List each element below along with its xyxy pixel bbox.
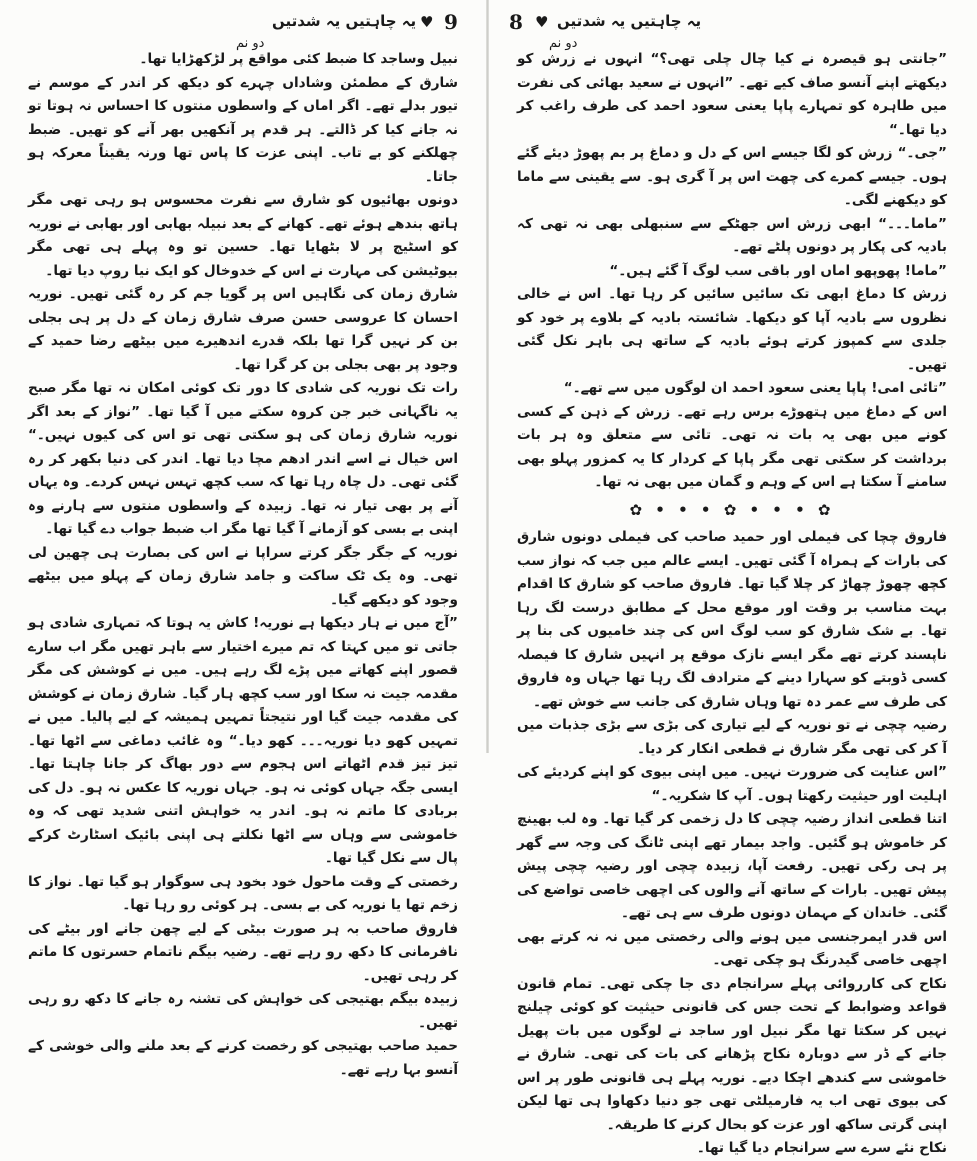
paragraph: فاروق صاحب بہ ہر صورت بیٹی کے لیے چھن جانے اور بیٹے کی نافرمانی کا دکھ رو رہے تھے۔ رضیہ بیگم ناتمام حسرتوں کا ماتم کر رہی تھیں۔	[28, 920, 458, 984]
paragraph: نکاح کی کارروائی پہلے سرانجام دی جا چکی تھی۔ تمام قانون قواعد وضوابط کے تحت جس کی قانونی حیثیت کو کوئی چیلنج نہیں کر سکتا تھا مگر نبیل اور ساجد نے لوگوں میں بات پھیل جانے کے ڈر سے دوبارہ نکاح پڑھانے کی بات کی تھی۔ شارق نے خاموشی سے کندھے اچکا دیے۔ نوریہ پہلے ہی قانونی طور پر اس کی بیوی تھی اب یہ فارمیلٹی تھی جو دنیا دکھاوا ہی تھا لیکن اپنی گرتی ساکھ اور عزت کو بحال کرنے کا طریقہ۔	[517, 975, 947, 1133]
author-name: دو نم	[236, 36, 265, 51]
paragraph: حمید صاحب بھتیجی کو رخصت کرنے کے بعد ملنے والی خوشی کے آنسو بہا رہے تھے۔	[28, 1038, 458, 1078]
paragraph: دونوں بھائیوں کو شارق سے نفرت محسوس ہو رہی تھی مگر ہاتھ بندھے ہوئے تھے۔ کھانے کے بعد نبیلہ بھابی اور بھابی نے نوریہ کو اسٹیج پر لا بٹھایا تھا۔ حسین تو وہ پہلے ہی تھی مگر بیوٹیشن کی مہارت نے اس کے خدوخال کو ایک نیا روپ دیا تھا۔	[28, 192, 458, 279]
paragraph: ”ماما۔۔۔“ ابھی زرش اس جھٹکے سے سنبھلی بھی نہ تھی کہ بادیہ کی پکار پر دونوں پلٹے تھے۔	[517, 215, 947, 255]
paragraph: رضیہ چچی نے تو نوریہ کے لیے تیاری کی بڑی سے بڑی جذبات میں آ کر کی تھی مگر شارق نے قطعی انکار کر دیا۔	[517, 717, 947, 757]
paragraph: نکاح نئے سرے سے سرانجام دیا گیا تھا۔	[696, 1140, 947, 1156]
right-page-body	[517, 48, 947, 1161]
book-title: یہ چاہتیں یہ شدتیں	[557, 12, 702, 30]
paragraph: رات تک نوریہ کی شادی کا دور تک کوئی امکان نہ تھا مگر صبح یہ ناگہانی خبر جن کروہ سکتے میں آ گیا تھا۔ ”نواز کے بعد اگر نوریہ شارق زمان کی ہو سکتی تھی تو اس کی کیوں نہیں۔“ اس خیال نے اسے اندر ادھم مچا دیا تھا۔ اندر کی دنیا بکھر کر رہ گئی تھی۔ دل چاہ رہا تھا کہ سب کچھ تہس نہس کردے۔ وہ یہاں آنے پر بھی تیار نہ تھا۔ زبیدہ کے واسطوں منتوں سے ہارنے وہ اپنی بے بسی کو آزمانے آ گیا تھا مگر اب ضبط جواب دے گیا تھا۔	[28, 380, 458, 537]
paragraph: فاروق چچا کی فیملی اور حمید صاحب کی فیملی دونوں شارق کی بارات کے ہمراہ آ گئی تھیں۔ ایسے عالم میں جب کہ نواز سب کچھ چھوڑ چھاڑ کر چلا گیا تھا۔ فاروق صاحب کو شارق کا اقدام بہت مناسب بر وقت اور موقع محل کے مطابق درست لگ رہا تھا۔ بے شک شارق کو سب لوگ اس کی چند خامیوں کی بنا پر ناپسند کرتے تھے مگر ایسے نازک موقع پر انہیں شارق کا فیصلہ کسی ڈوبتے کو سہارا دینے کے مترادف لگ رہا تھا جہاں وہ فاروق کی طرف سے عمر دہ تھا وہاں شارق کی جانب سے خوش تھے۔	[517, 529, 947, 710]
page-number: 9	[444, 10, 458, 34]
paragraph: ”جی۔“ زرش کو لگا جیسے اس کے دل و دماغ پر بم پھوڑ دیئے گئے ہوں۔ جیسے کمرے کی چھت اس پر آ گری ہو۔ سے یقینی سے ماما کو دیکھنے لگی۔	[517, 145, 947, 208]
paragraph: شارق زمان کی نگاہیں اس پر گویا جم کر رہ گئی تھیں۔ نوریہ احسان کا عروسی حسن صرف شارق زمان کے دل پر ہی بجلی بن کر نہیں گرا تھا بلکہ قدرے اندھیرے میں بیٹھے رضا حمید کے وجود پر بھی بجلی بن کر گرا تھا۔	[28, 286, 458, 373]
paragraph: رخصتی کے وقت ماحول خود بخود ہی سوگوار ہو گیا تھا۔ نواز کا زخم تھا یا نوریہ کی بے بسی۔ ہر کوئی رو رہا تھا۔	[28, 873, 458, 913]
paragraph: شارق کے مطمئن وشاداں چہرے کو دیکھ کر اندر کے موسم نے تیور بدلے تھے۔ اگر اماں کے واسطوں منتوں کا احساس نہ ہوتا تو نہ جانے کیا کر ڈالتے۔ ہر قدم پر آنکھیں بھر آنے کو تھیں۔ ضبط چھلکنے کو بے تاب۔ اپنی عزت کا پاس تھا ورنہ یقیناً معرکہ ہو جاتا۔	[28, 74, 458, 185]
heart-icon: ♥	[535, 13, 549, 31]
paragraph: زبیدہ بیگم بھتیجی کی خواہش کی تشنہ رہ جانے کا دکھ رو رہی تھیں۔	[28, 991, 458, 1031]
book-title: یہ چاہتیں یہ شدتیں	[272, 12, 417, 30]
paragraph: اتنا قطعی انداز رضیہ چچی کا دل زخمی کر گیا تھا۔ وہ لب بھینچ کر خاموش ہو گئیں۔ واجد بیمار تھے اپنی ٹانگ کی وجہ سے گھر پر ہی رکی تھیں۔ رفعت آپا، زبیدہ چچی اور رضیہ چچی پیش پیش تھیں۔ بارات کے ساتھ آنے والوں کی اچھی خاصی تواضع کی گئی۔ خاندان کے مہمان دونوں طرف سے ہی تھے۔	[517, 811, 947, 921]
section-separator-icon: ✿ • • • ✿ • • • ✿	[629, 500, 835, 519]
paragraph: زرش کا دماغ ابھی تک سائیں سائیں کر رہا تھا۔ اس نے خالی نظروں سے بادیہ آپا کو دیکھا۔ شائستہ بادیہ کے بلاوے پر خود کو جلدی سے کمپوز کرتے ہوئے بادیہ کے ساتھ ہی باہر نکل گئی تھیں۔	[517, 286, 947, 373]
author-name: دو نم	[549, 36, 578, 51]
paragraph: ”ماما! پھوپھو اماں اور باقی سب لوگ آ گئے ہیں۔“	[609, 262, 947, 279]
right-page	[489, 0, 977, 1156]
paragraph: اس کے دماغ میں ہتھوڑے برس رہے تھے۔ زرش کے ذہن کے کسی کونے میں بھی یہ بات نہ تھی۔ تائی سے متعلق وہ ہر بات برداشت کر سکتی تھی مگر پاپا کے کردار کا یہ کمزور پہلو بھی سامنے آ سکتا ہے اس کے وہم و گمان میں بھی نہ تھا۔	[517, 403, 947, 490]
paragraph: نوریہ کے جگر جگر کرتے سراپا نے اس کی بصارت ہی چھین لی تھی۔ وہ یک ٹک ساکت و جامد شارق زمان کے پہلو میں بیٹھے وجود کو دیکھے گیا۔	[28, 544, 458, 608]
paragraph: ”اس عنایت کی ضرورت نہیں۔ میں اپنی بیوی کو اپنے کردیئے کی اہلیت اور حیثیت رکھتا ہوں۔ آپ کا شکریہ۔“	[517, 764, 947, 804]
left-page	[0, 0, 488, 1078]
heart-icon: ♥	[420, 13, 434, 31]
paragraph: ”تائی امی! پاپا یعنی سعود احمد ان لوگوں میں سے تھے۔“	[563, 380, 947, 396]
paragraph: اس قدر ایمرجنسی میں ہونے والی رخصتی میں نہ نہ کرتے بھی اچھی خاصی گیدرنگ ہو چکی تھی۔	[517, 928, 947, 968]
right-page-header	[489, 8, 977, 51]
left-page-header	[0, 8, 488, 51]
paragraph: ”جانتی ہو قیصرہ نے کیا چال چلی تھی؟“ انہوں نے زرش کو دیکھتے اپنے آنسو صاف کیے تھے۔ ”انہوں نے سعید بھائی کی نفرت میں طاہرہ کو تمہارے پاپا یعنی سعود احمد کی طرف راغب کر دیا تھا۔“	[517, 51, 947, 138]
left-page-body	[28, 48, 458, 1082]
page-number: 8	[509, 10, 523, 34]
paragraph: نبیل وساجد کا ضبط کئی مواقع پر لڑکھڑایا تھا۔	[139, 51, 458, 67]
paragraph: ”آج میں نے ہار دیکھا ہے نوریہ! کاش یہ ہوتا کہ تمہاری شادی ہو جاتی تو میں کہتا کہ تم میرے اختیار سے باہر تھیں مگر اب سارے قصور اپنے کھاتے میں پڑے لگ رہے ہیں۔ میں نے کوشش کی مگر مقدمہ جیت نہ سکا اور سب کچھ ہار گیا۔ شارق زمان نے کوشش کی مقدمہ جیت گیا اور نتیجتاً تمہیں ہمیشہ کے لیے پالیا۔ میں نے تمہیں کھو دیا نوریہ۔۔۔ کھو دیا۔“ وہ غائب دماغی سے اٹھا تھا۔ تیز تیز قدم اٹھاتے اس ہجوم سے دور بھاگ کر جانا چاہتا تھا۔ ایسی جگہ جہاں کوئی نہ ہو۔ جہاں نوریہ کا عکس نہ ہو۔ دل کی بربادی کا ماتم نہ ہو۔ اندر یہ خواہش اتنی شدید تھی کہ وہ خاموشی سے وہاں سے اٹھا نکلتے ہی اپنی بائیک اسٹارٹ کرکے پال سے نکل گیا تھا۔	[28, 615, 458, 866]
